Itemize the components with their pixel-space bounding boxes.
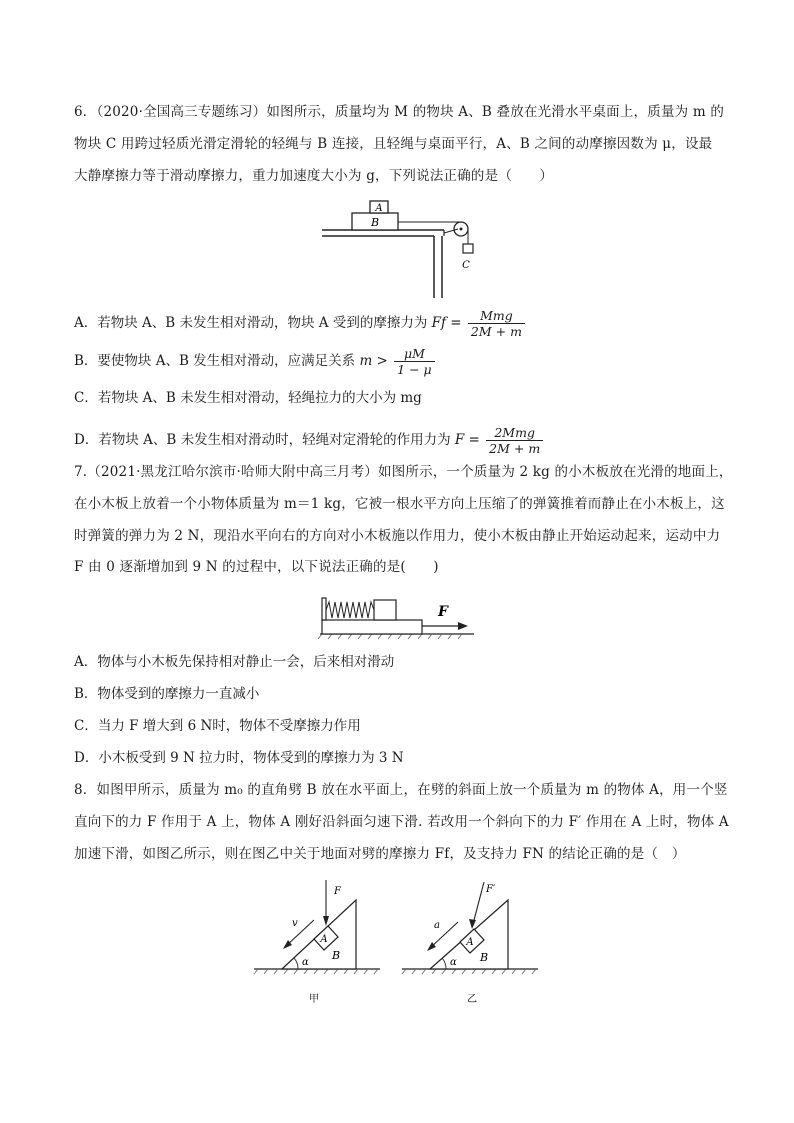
q7-option-b: B．物体受到的摩擦力一直减小 xyxy=(74,686,260,702)
q7-stem-line-2: 在小木板上放着一个小物体质量为 m＝1 kg，它被一根水平方向上压缩了的弹簧推着而静止在小木板上，这 xyxy=(74,496,725,512)
label-a: A xyxy=(375,203,383,214)
q7-option-c: C．当力 F 增大到 6 N时，物体不受摩擦力作用 xyxy=(74,718,361,734)
small-object xyxy=(374,600,396,620)
q6-option-b: B．要使物块 A、B 发生相对滑动，应满足关系 m > $\frac{\mu M}{1 - \mu}$ xyxy=(74,346,437,377)
q6-figure-pulley xyxy=(318,198,478,300)
wooden-board xyxy=(322,620,422,634)
velocity-label: v xyxy=(292,918,298,929)
q7-option-a: A．物体与小木板先保持相对静止一会，后来相对滑动 xyxy=(74,654,395,670)
wedge-label: B xyxy=(479,951,489,964)
force-arrow xyxy=(473,882,484,924)
q6-option-c: C．若物块 A、B 未发生相对滑动，轻绳拉力的大小为 mg xyxy=(74,390,422,406)
q8-stem-line-2: 直向下的力 F 作用于 A 上，物体 A 刚好沿斜面匀速下滑. 若改用一个斜向下的力 F′ 作用在 A 上时，物体 A xyxy=(74,814,729,830)
block-label: A xyxy=(320,934,328,945)
q7-stem-line-1: 7.（2021·黑龙江哈尔滨市·哈师大附中高三月考）如图所示，一个质量为 2 kg 的小木板放在光滑的地面上， xyxy=(74,464,733,480)
force-label: F xyxy=(438,604,448,620)
label-b: B xyxy=(370,216,380,229)
acceleration-label: a xyxy=(434,920,440,931)
force-label: F xyxy=(334,886,341,897)
label-c: C xyxy=(462,260,470,271)
q7-option-d: D．小木板受到 9 N 拉力时，物体受到的摩擦力为 3 N xyxy=(74,750,404,766)
q6-stem-line-1: 6．（2020·全国高三专题练习）如图所示，质量均为 M 的物块 A、B 叠放在光滑水平桌面上，质量为 m 的 xyxy=(74,104,725,120)
velocity-arrow xyxy=(286,920,314,946)
spring xyxy=(326,602,374,618)
q6-option-d: D．若物块 A、B 未发生相对滑动时，轻绳对定滑轮的作用力为 F = $\frac{\text{2Mmg}}{2M + m}$ xyxy=(74,425,545,456)
angle-label: α xyxy=(450,957,457,968)
wedge-label: B xyxy=(331,949,341,962)
q6-stem-line-3: 大静摩擦力等于滑动摩擦力，重力加速度大小为 g，下列说法正确的是（ ） xyxy=(74,168,554,184)
block-label: A xyxy=(466,937,474,948)
force-label: F′ xyxy=(486,884,496,895)
figure-caption: 乙 xyxy=(467,994,477,1005)
figure-caption: 甲 xyxy=(309,994,319,1005)
q8-figure-jia xyxy=(252,876,382,1006)
block-c xyxy=(463,244,473,253)
q6-stem-line-2: 物块 C 用跨过轻质光滑定滑轮的轻绳与 B 连接，且轻绳与桌面平行，A、B 之间的动摩擦因数为 μ，设最 xyxy=(74,136,713,152)
q8-stem-line-1: 8．如图甲所示，质量为 m₀ 的直角劈 B 放在水平面上，在劈的斜面上放一个质量为 m 的物体 A，用一个竖 xyxy=(74,782,728,798)
q7-stem-line-4: F 由 0 逐渐增加到 9 N 的过程中，以下说法正确的是( ) xyxy=(74,559,439,575)
q6-option-a: A．若物块 A、B 未发生相对滑动，物块 A 受到的摩擦力为 Ff = $\frac{\text{Mmg}}{2M + m}$ xyxy=(74,308,527,339)
q8-figure-yi xyxy=(400,876,540,1006)
q8-stem-line-3: 加速下滑，如图乙所示，则在图乙中关于地面对劈的摩擦力 Ff，及支持力 FN 的结论正确的是（ ） xyxy=(74,846,686,862)
q7-stem-line-3: 时弹簧的弹力为 2 N，现沿水平向右的方向对小木板施以作用力，使小木板由静止开始运动起来，运动中力 xyxy=(74,528,721,544)
q7-figure-spring-board xyxy=(318,584,476,640)
angle-label: α xyxy=(302,957,309,968)
